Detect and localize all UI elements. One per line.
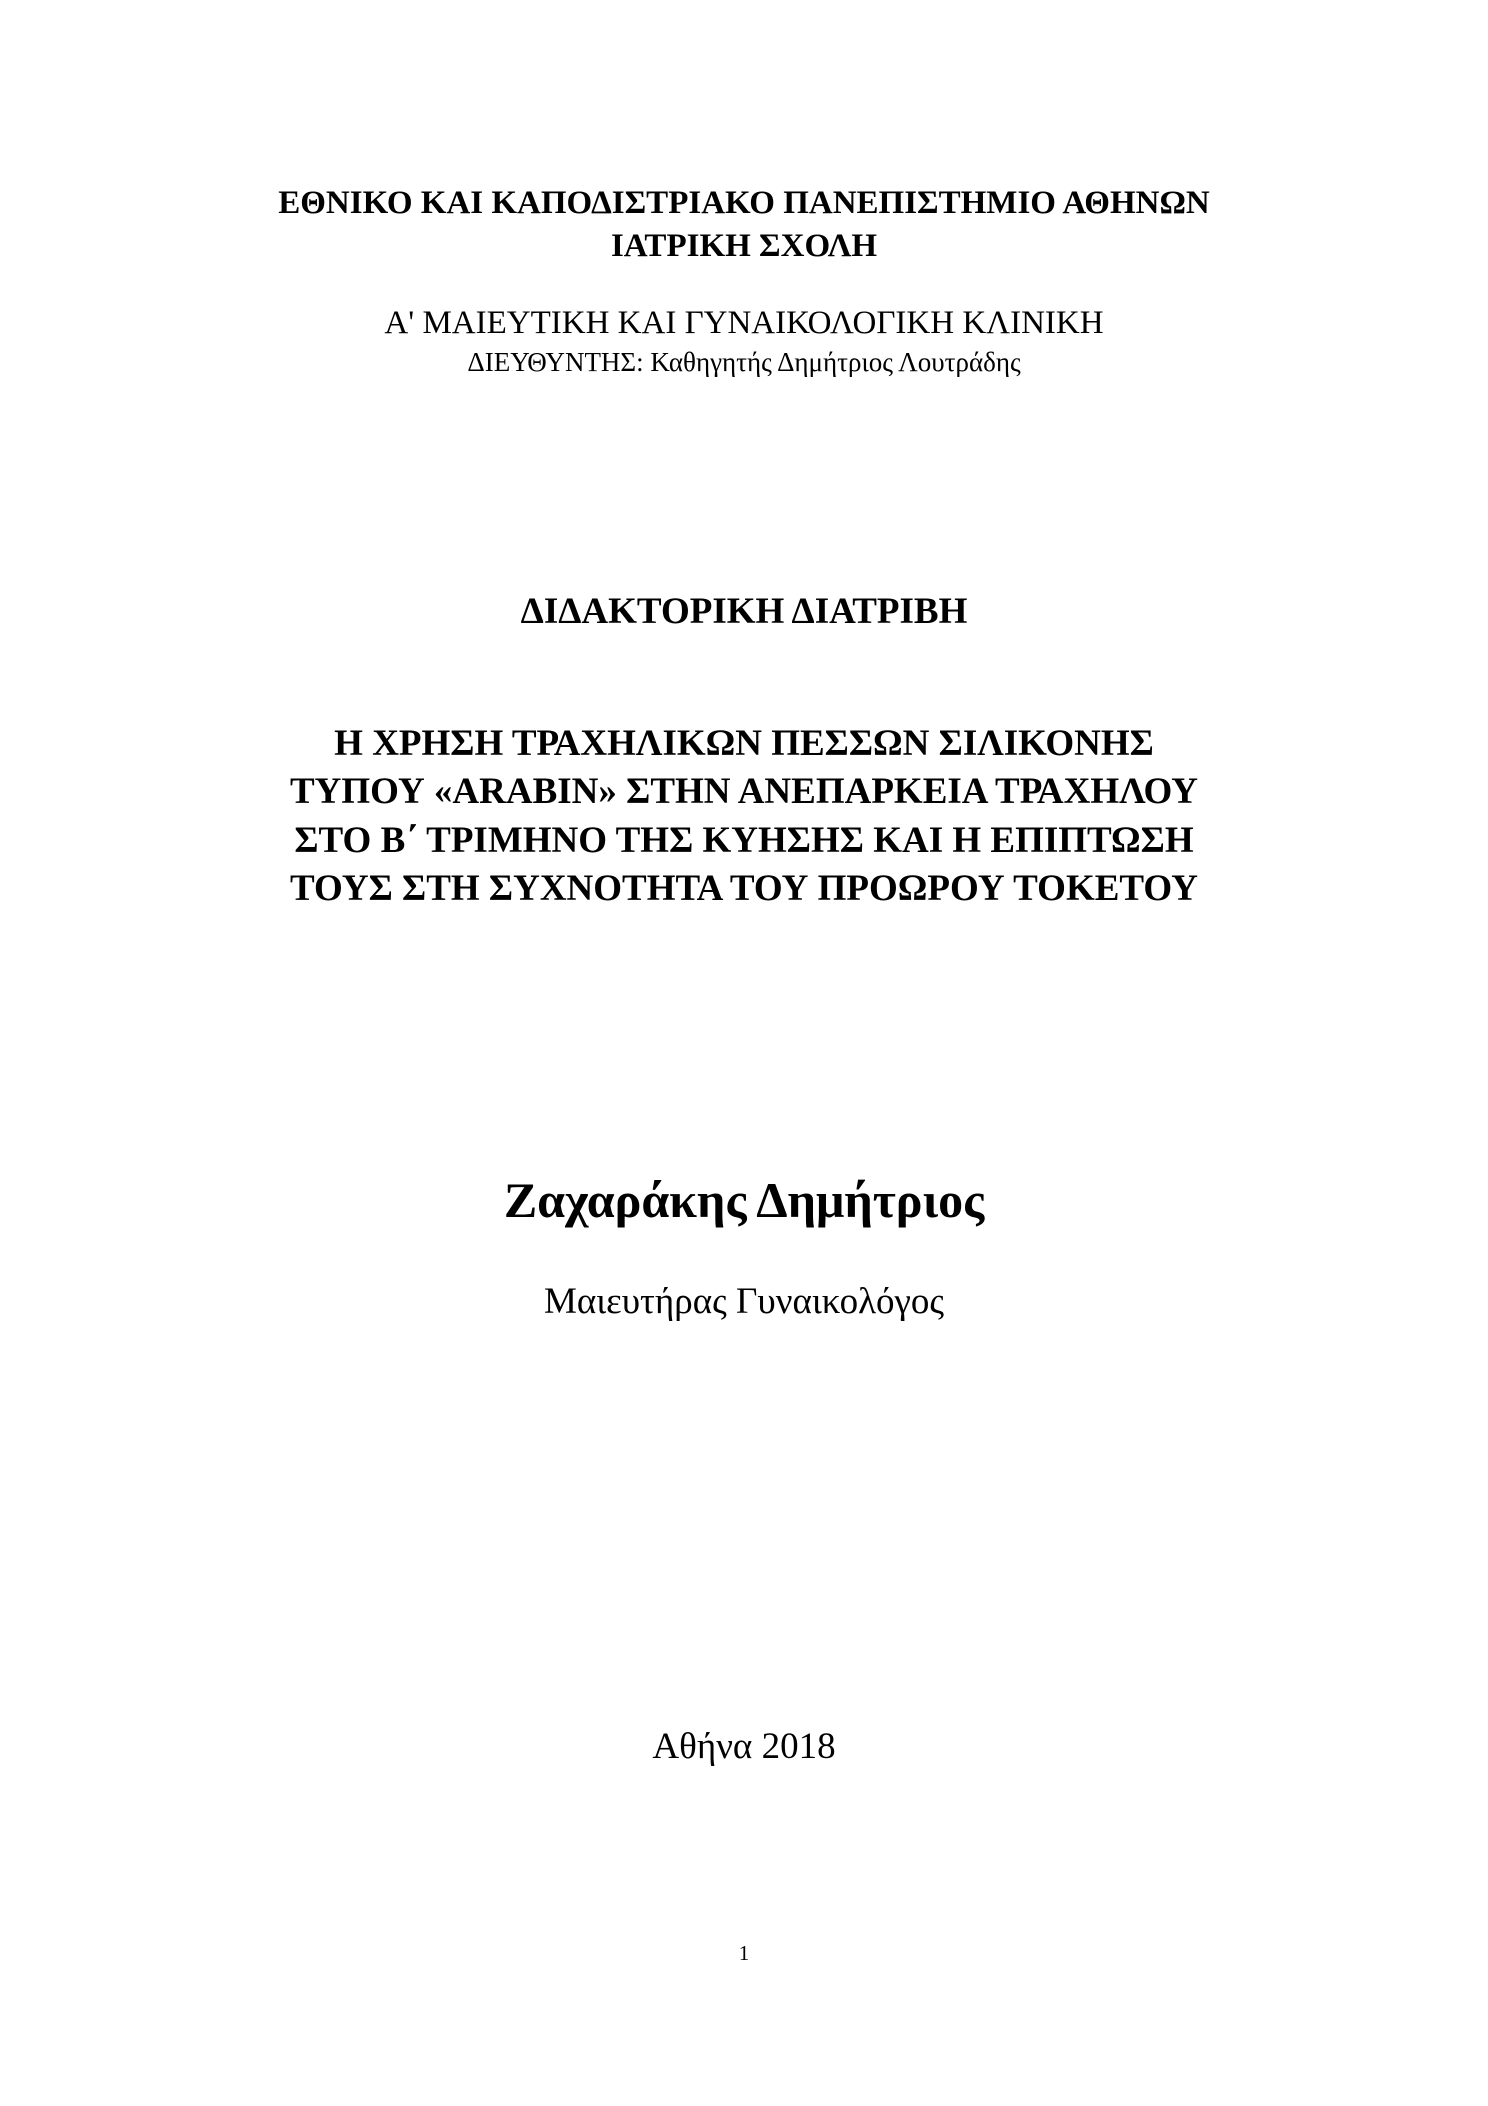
place-year: Αθήνα 2018 bbox=[652, 1726, 836, 1767]
document-type: ΔΙΔΑΚΤΟΡΙΚΗ ΔΙΑΤΡΙΒΗ bbox=[520, 591, 968, 632]
author-name: Ζαχαράκης Δημήτριος bbox=[503, 1172, 985, 1228]
thesis-title-line-2: ΤΥΠΟΥ «ARABIN» ΣΤΗΝ ΑΝΕΠΑΡΚΕΙΑ ΤΡΑΧΗΛΟΥ bbox=[289, 771, 1199, 812]
school-name: ΙΑΤΡΙΚΗ ΣΧΟΛΗ bbox=[610, 228, 878, 264]
clinic-name: Α' ΜΑΙΕΥΤΙΚΗ ΚΑΙ ΓΥΝΑΙΚΟΛΟΓΙΚΗ ΚΛΙΝΙΚΗ bbox=[384, 305, 1104, 341]
institution-name: ΕΘΝΙΚΟ ΚΑΙ ΚΑΠΟΔΙΣΤΡΙΑΚΟ ΠΑΝΕΠΙΣΤΗΜΙΟ ΑΘΗΝΩΝ bbox=[278, 185, 1210, 221]
thesis-title-line-1: Η ΧΡΗΣΗ ΤΡΑΧΗΛΙΚΩΝ ΠΕΣΣΩΝ ΣΙΛΙΚΟΝΗΣ bbox=[334, 723, 1154, 764]
thesis-title-line-4: ΤΟΥΣ ΣΤΗ ΣΥΧΝΟΤΗΤΑ ΤΟΥ ΠΡΟΩΡΟΥ ΤΟΚΕΤΟΥ bbox=[290, 868, 1198, 909]
clinic-director: ΔΙΕΥΘΥΝΤΗΣ: Καθηγητής Δημήτριος Λουτράδης bbox=[467, 347, 1021, 377]
author-profession: Μαιευτήρας Γυναικολόγος bbox=[543, 1281, 945, 1322]
thesis-title-line-3: ΣΤΟ Β΄ ΤΡΙΜΗΝΟ ΤΗΣ ΚΥΗΣΗΣ ΚΑΙ Η ΕΠΙΠΤΩΣΗ bbox=[294, 820, 1194, 861]
page-number: 1 bbox=[738, 1941, 750, 1965]
